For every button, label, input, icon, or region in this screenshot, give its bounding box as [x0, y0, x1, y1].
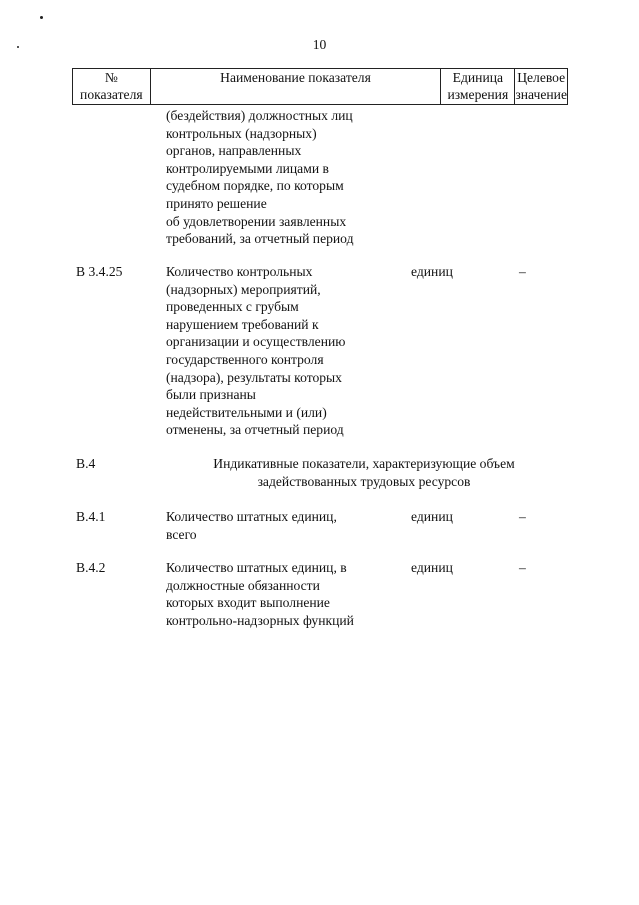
name-line: Количество штатных единиц, в: [166, 560, 347, 575]
name-line: отменены, за отчетный период: [166, 422, 344, 438]
name-line: должностные обязанности: [166, 577, 320, 593]
indicator-number: В.4.2: [76, 560, 106, 575]
header-number-line: №: [104, 70, 118, 85]
name-line: которых входит выполнение: [166, 595, 330, 611]
name-line: контрольно-надзорных функций: [166, 612, 354, 628]
indicator-name: [166, 107, 406, 248]
name-line: всего: [166, 526, 197, 542]
name-line: контролируемыми лицами в: [166, 160, 329, 176]
indicator-name: [166, 263, 406, 439]
indicator-unit: единиц: [411, 264, 453, 279]
scan-speck-mark: [40, 16, 43, 19]
table-header: [72, 68, 568, 105]
indicator-target: –: [519, 264, 526, 279]
header-name-label: Наименование показателя: [220, 70, 371, 85]
header-name: [150, 69, 441, 104]
section-title-line: задействованных трудовых ресурсов: [257, 474, 471, 489]
indicator-name: [166, 508, 406, 543]
indicator-number: В 3.4.25: [76, 264, 123, 279]
page-number: 10: [312, 37, 327, 52]
name-line: требований, за отчетный период: [166, 231, 354, 247]
name-line: нарушением требований к: [166, 316, 319, 332]
indicator-unit: единиц: [411, 560, 453, 575]
name-line: (бездействия) должностных лиц: [166, 108, 353, 123]
section-number: В.4: [76, 456, 96, 471]
name-line: (надзора), результаты которых: [166, 369, 342, 385]
header-number-line: показателя: [80, 87, 143, 102]
header-target: [514, 69, 567, 104]
header-number: [73, 69, 150, 104]
name-line: проведенных с грубым: [166, 299, 299, 315]
name-line: судебном порядке, по которым: [166, 178, 344, 194]
name-line: об удовлетворении заявленных: [166, 213, 347, 229]
name-line: Количество контрольных: [166, 264, 313, 279]
name-line: были признаны: [166, 387, 256, 403]
header-target-line: значение: [515, 87, 567, 102]
header-unit-line: измерения: [447, 87, 509, 102]
section-title-line: Индикативные показатели, характеризующие объем: [213, 456, 515, 471]
name-line: органов, направленных: [166, 143, 302, 159]
header-unit-line: Единица: [452, 70, 504, 85]
name-line: Количество штатных единиц,: [166, 509, 337, 524]
section-title: [166, 455, 562, 491]
indicator-name: [166, 559, 406, 629]
indicator-target: –: [519, 560, 526, 575]
name-line: (надзорных) мероприятий,: [166, 281, 321, 297]
indicator-target: –: [519, 509, 526, 524]
name-line: принято решение: [166, 195, 267, 211]
indicator-number: В.4.1: [76, 509, 106, 524]
name-line: недействительными и (или): [166, 404, 327, 420]
name-line: государственного контроля: [166, 351, 324, 367]
indicator-unit: единиц: [411, 509, 453, 524]
name-line: организации и осуществлению: [166, 334, 346, 350]
header-target-line: Целевое: [517, 70, 566, 85]
header-unit: [440, 69, 514, 104]
name-line: контрольных (надзорных): [166, 125, 317, 141]
